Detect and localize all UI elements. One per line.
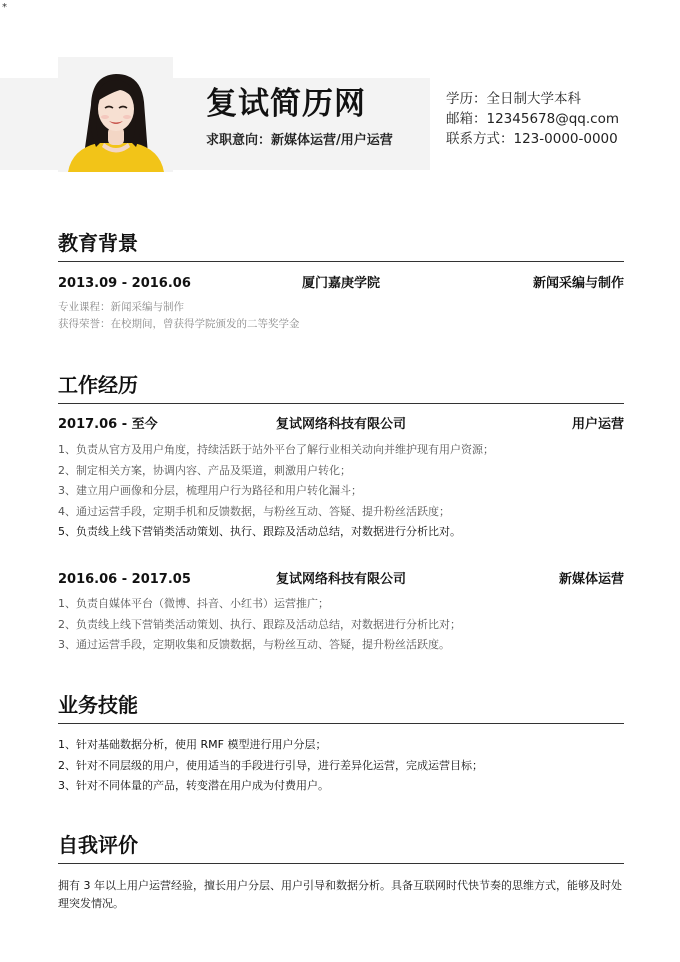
list-item: 5、负责线上线下营销类活动策划、执行、跟踪及活动总结，对数据进行分析比对。 xyxy=(58,525,461,538)
contact-email: 邮箱：12345678@qq.com xyxy=(446,111,619,127)
job-period: 2016.06 - 2017.05 xyxy=(58,572,191,587)
section-divider xyxy=(58,403,624,404)
job-duties-list xyxy=(58,594,624,656)
education-period: 2013.09 - 2016.06 xyxy=(58,276,191,291)
section-title-skills: 业务技能 xyxy=(58,693,138,717)
list-item: 2、制定相关方案，协调内容、产品及渠道，刺激用户转化； xyxy=(58,463,351,477)
section-divider xyxy=(58,863,624,864)
education-row xyxy=(58,275,624,293)
list-item: 1、负责从官方及用户角度，持续活跃于站外平台了解行业相关动向并维护现有用户资源； xyxy=(58,443,494,456)
list-item: 1、针对基础数据分析，使用 RMF 模型进行用户分层； xyxy=(58,738,327,751)
list-item: 3、针对不同体量的产品，转变潜在用户成为付费用户。 xyxy=(58,779,329,792)
contact-phone: 联系方式：123-0000-0000 xyxy=(446,131,618,147)
job-period: 2017.06 - 至今 xyxy=(58,417,158,432)
section-divider xyxy=(58,261,624,262)
job-row xyxy=(58,416,624,434)
corner-mark: * xyxy=(2,2,7,13)
education-major: 新闻采编与制作 xyxy=(532,276,624,291)
self-eval-text: 拥有 3 年以上用户运营经验，擅长用户分层、用户引导和数据分析。具备互联网时代快节奏的思维方式，能够及时处理突发情况。 xyxy=(58,879,622,910)
section-title-education: 教育背景 xyxy=(58,231,138,255)
section-title-self-eval: 自我评价 xyxy=(58,833,138,857)
section-divider xyxy=(58,723,624,724)
education-courses: 专业课程：新闻采编与制作 xyxy=(58,301,184,313)
contact-block xyxy=(446,89,619,149)
skills-list xyxy=(58,735,624,797)
list-item: 2、负责线上线下营销类活动策划、执行、跟踪及活动总结，对数据进行分析比对； xyxy=(58,617,461,631)
job-duties-list xyxy=(58,440,624,543)
candidate-name: 复试简历网 xyxy=(206,86,366,122)
portrait-illustration xyxy=(58,57,173,172)
job-intent: 求职意向：新媒体运营/用户运营 xyxy=(206,133,393,148)
job-company: 复试网络科技有限公司 xyxy=(275,417,406,432)
list-item: 2、针对不同层级的用户，使用适当的手段进行引导，进行差异化运营，完成运营目标； xyxy=(58,758,483,772)
list-item: 1、负责自媒体平台（微博、抖音、小红书）运营推广； xyxy=(58,597,329,610)
job-position: 用户运营 xyxy=(571,417,624,432)
contact-education: 学历：全日制大学本科 xyxy=(446,91,581,107)
job-row xyxy=(58,571,624,589)
profile-photo xyxy=(58,57,173,172)
list-item: 3、通过运营手段，定期收集和反馈数据，与粉丝互动、答疑，提升粉丝活跃度。 xyxy=(58,638,450,651)
section-title-work: 工作经历 xyxy=(58,373,138,397)
job-position: 新媒体运营 xyxy=(558,572,624,587)
education-school: 厦门嘉庚学院 xyxy=(301,276,380,291)
job-company: 复试网络科技有限公司 xyxy=(275,572,406,587)
list-item: 3、建立用户画像和分层，梳理用户行为路径和用户转化漏斗； xyxy=(58,484,362,497)
education-honors: 获得荣誉：在校期间，曾获得学院颁发的二等奖学金 xyxy=(58,318,300,330)
list-item: 4、通过运营手段，定期手机和反馈数据，与粉丝互动、答疑、提升粉丝活跃度； xyxy=(58,504,450,518)
